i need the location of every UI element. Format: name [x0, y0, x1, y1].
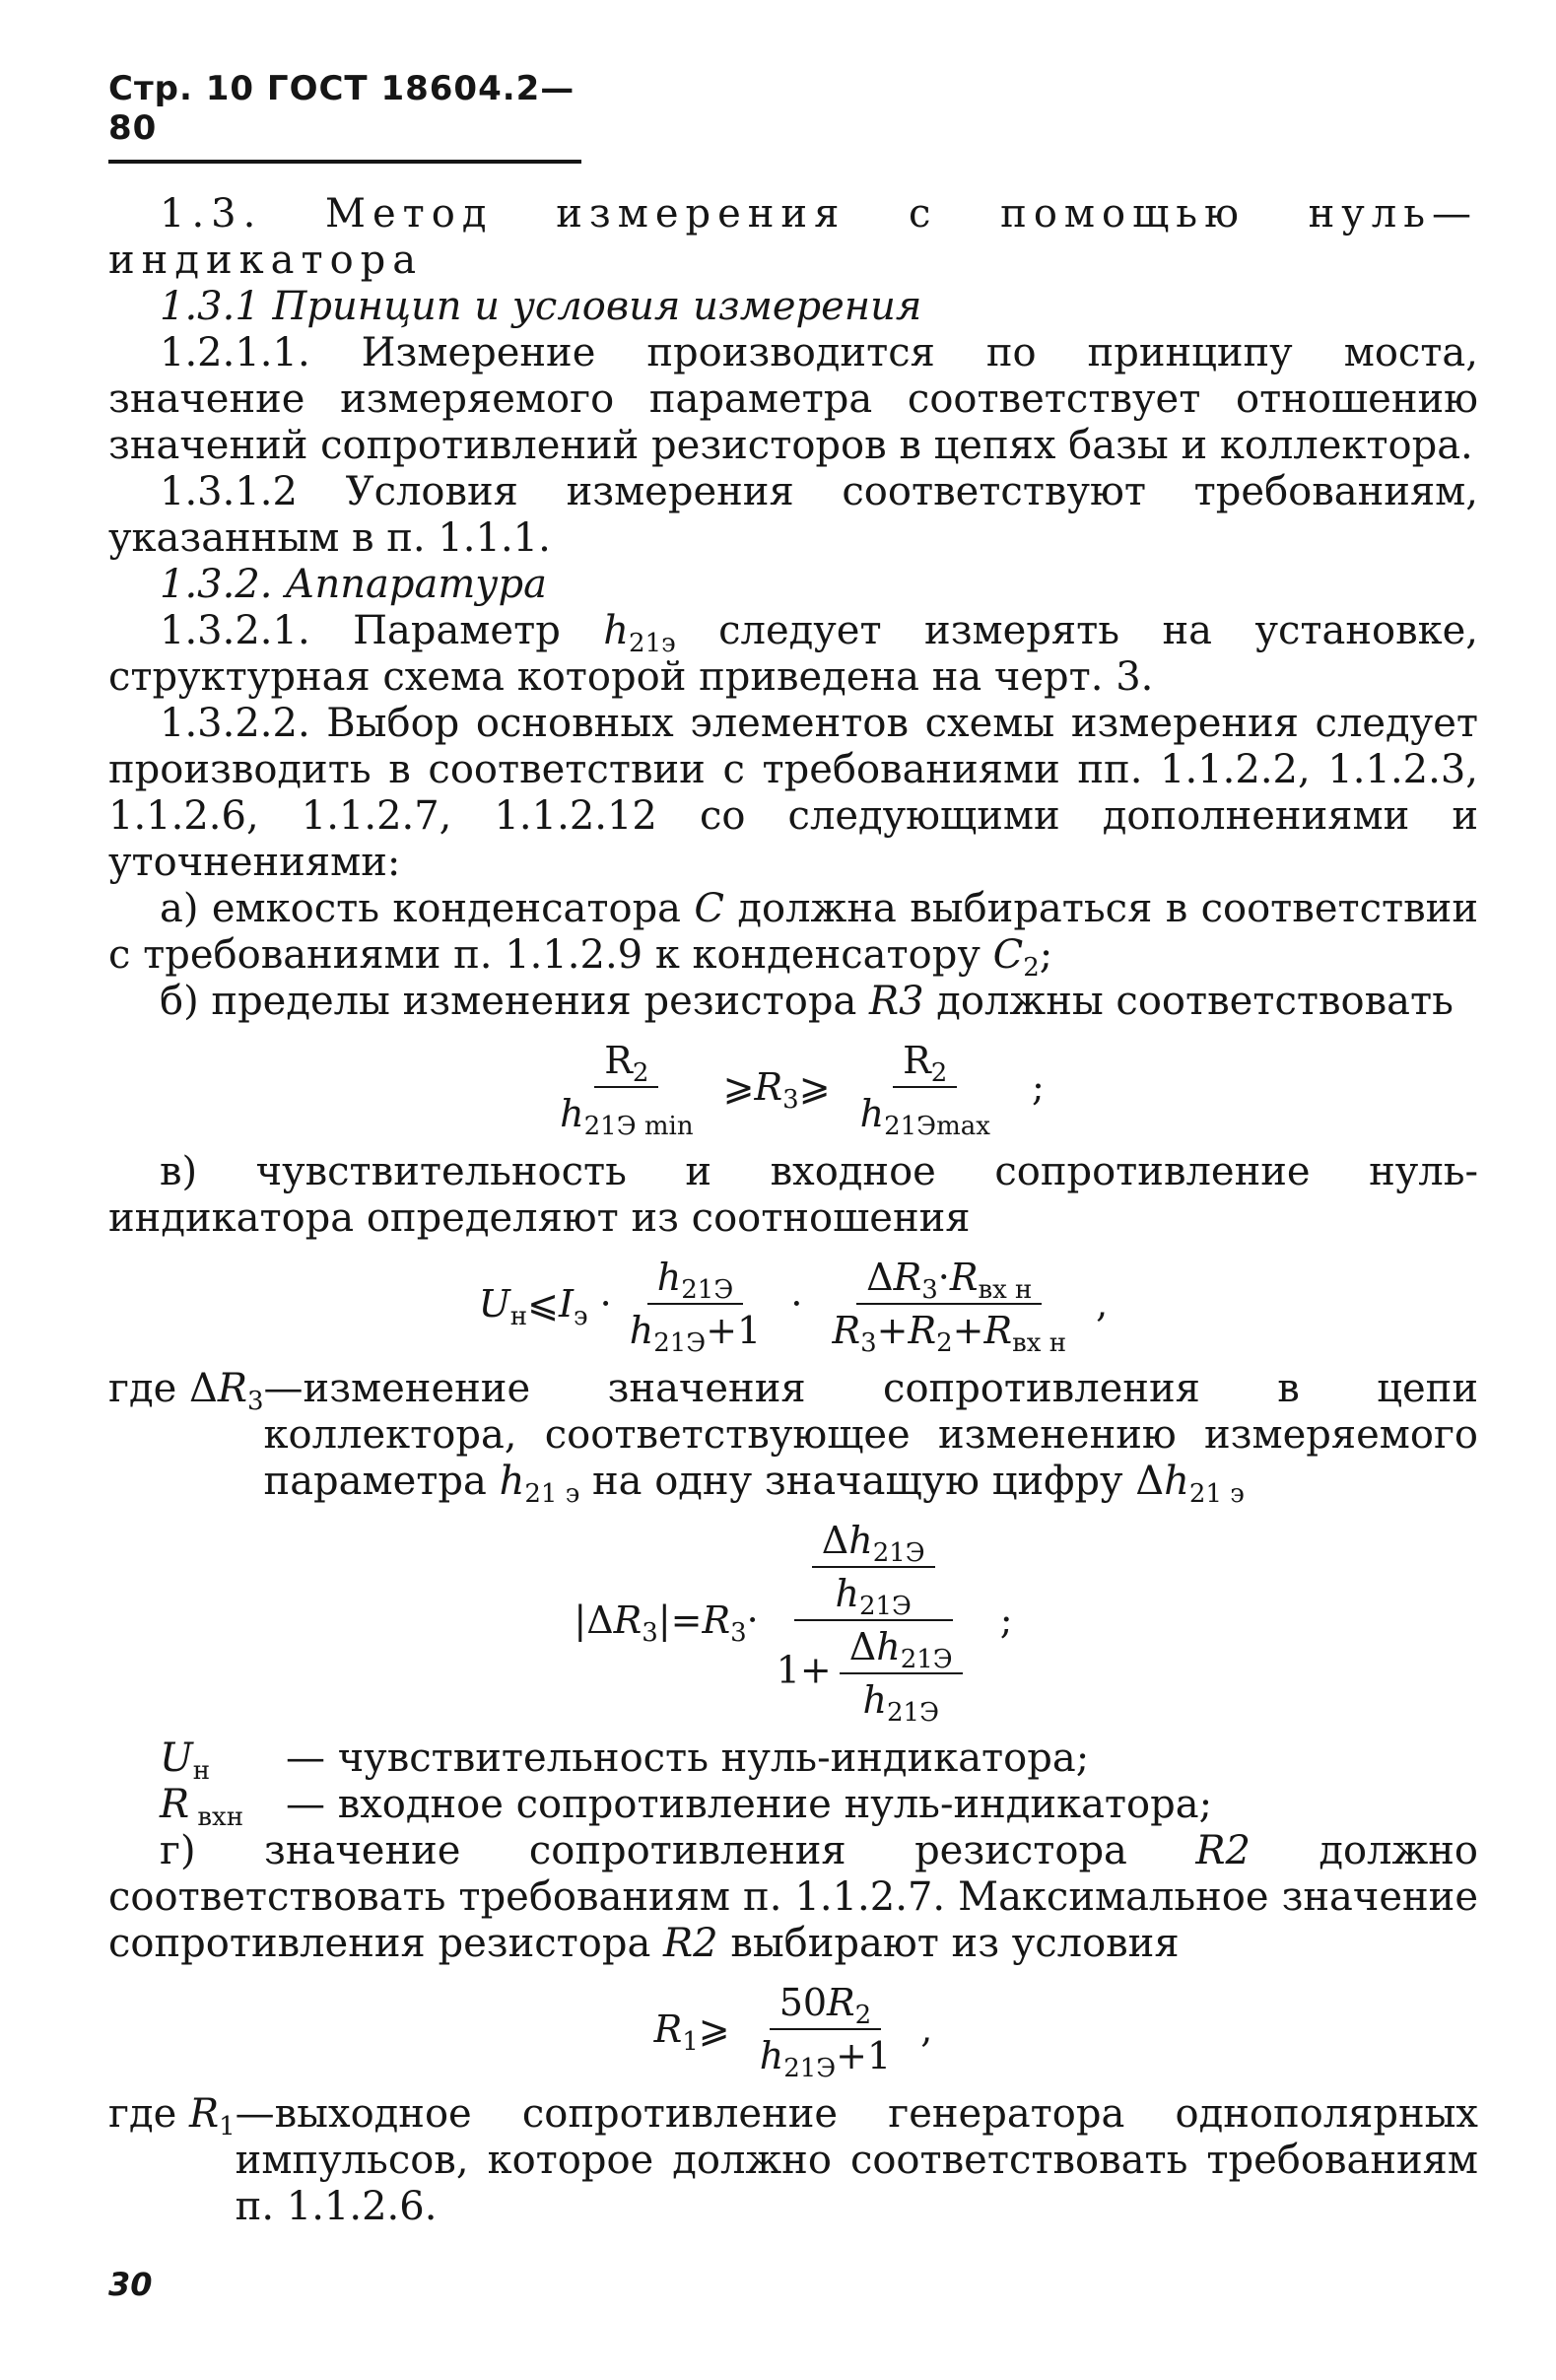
- section-title: 1.3. Метод измерения с помощью нуль—индикатора: [108, 191, 1478, 283]
- paragraph-1-2-1-1: 1.2.1.1. Измерение производится по принципу моста, значение измеряемого параметра соответствует отношению значений сопротивлений резисторов в цепях базы и коллектора.: [108, 330, 1478, 468]
- where-label: где: [108, 2091, 189, 2137]
- principle-heading-text: 1.3.1 Принцип и условия измерения: [160, 284, 922, 329]
- definitions: [108, 1735, 1478, 1832]
- paragraph-1-3-1-2: 1.3.1.2 Условия измерения соответствуют требованиям, указанным в п. 1.1.1.: [108, 469, 1478, 561]
- item-g: г) значение сопротивления резистора R2 должно соответствовать требованиям п. 1.1.2.7. Максимальное значение сопротивления резистора R2 выбирают из условия: [108, 1828, 1478, 1966]
- document-page: [108, 69, 1478, 2303]
- item-a-middle: должна выбираться в соответствии с требованиями п. 1.1.2.9 к конденсатору: [108, 886, 1478, 978]
- definition-delta-r3: где $\Delta R_3$ —изменение значения сопротивления в цепи коллектора, соответствующее изменению измеряемого параметра $h_{21 э}$ на одну значащую цифру $\Delta h_{21 э}$: [108, 1366, 1478, 1509]
- fraction: $\frac{\Delta R_3\cdot R_{вх н}}{R_3+R_2+R_{вх н}}$: [832, 1256, 1067, 1358]
- fraction: $\frac{R_2}{h_{21Эmax}}$: [859, 1039, 990, 1141]
- item-g-end: выбирают из условия: [717, 1921, 1180, 1966]
- item-a-start: а) емкость конденсатора: [160, 886, 695, 931]
- item-b-end: должны соответствовать: [923, 979, 1454, 1024]
- where-label: где: [108, 1366, 189, 1411]
- definition-r1-text: —выходное сопротивление генератора однополярных импульсов, которое должно соответствовать требованиям п. 1.1.2.6.: [235, 2091, 1478, 2229]
- item-g-middle: должно соответствовать требованиям п. 1.1.2.7. Максимальное значение сопротивления резистора: [108, 1828, 1478, 1966]
- paragraph-1-3-2-1: 1.3.2.1. Параметр $h_{21э}$ следует измерять на установке, структурная схема которой приведена на черт. 3.: [108, 608, 1479, 700]
- formula-delta-r3: $|\Delta R_3|=R_3\cdot$ $\frac{\Delta h_{21Э}}{h_{21Э}}$ 1+ $\frac{\Delta h_{21Э}}{h_{21Э}}$ ;: [574, 1519, 1013, 1728]
- fraction: $\frac{h_{21Э}}{h_{21Э}+1}$: [629, 1256, 762, 1358]
- item-v: в) чувствительность и входное сопротивление нуль-индикатора определяют из соотношения: [108, 1149, 1478, 1241]
- definition-rvx-text: — входное сопротивление нуль-индикатора;: [286, 1782, 1213, 1827]
- definition-delta-r3-text-2: на одну значащую цифру: [579, 1459, 1136, 1504]
- definition-rvx: R $_{вхн}$ — входное сопротивление нуль-индикатора;: [108, 1782, 1478, 1828]
- fraction: $\frac{R_2}{h_{21Э min}}$: [560, 1039, 694, 1141]
- formula-sensitivity: $U_н⩽I_э$ · $\frac{h_{21Э}}{h_{21Э}+1}$ · $\frac{\Delta R_3\cdot R_{вх н}}{R_3+R_2+R_{вх н}}$ ,: [478, 1256, 1109, 1358]
- paragraph-1-3-2-1-start: 1.3.2.1. Параметр: [160, 608, 604, 653]
- page-number: 30: [108, 2266, 153, 2303]
- paragraph-1-3-2-1-end: следует измерять на установке, структурная схема которой приведена на черт. 3.: [108, 608, 1479, 700]
- item-a: а) емкость конденсатора C должна выбираться в соответствии с требованиями п. 1.1.2.9 к конденсатору $C_2$;: [108, 886, 1478, 983]
- fraction: $\frac{50R_2}{h_{21Э}+1}$: [759, 1981, 892, 2083]
- formula-r1: $R_1⩾$ $\frac{50R_2}{h_{21Э}+1}$ ,: [653, 1981, 933, 2083]
- page-header: Стр. 10 ГОСТ 18604.2—80: [108, 69, 581, 164]
- definition-un-text: — чувствительность нуль-индикатора;: [286, 1735, 1090, 1781]
- formula-r3-limits: $\frac{R_2}{h_{21Э min}}$ $⩾R_3⩾$ $\frac{R_2}{h_{21Эmax}}$ ;: [108, 1039, 1478, 1135]
- fraction: $\frac{\Delta h_{21Э}}{h_{21Э}}$: [840, 1625, 963, 1722]
- apparatus-heading-text: 1.3.2. Аппаратура: [160, 562, 547, 607]
- fraction: $\frac{\Delta h_{21Э}}{h_{21Э}}$: [812, 1519, 935, 1615]
- definition-delta-r3-text: —изменение значения сопротивления в цепи коллектора, соответствующее изменению измеряемого параметра: [263, 1366, 1478, 1504]
- principle-heading: [108, 284, 1478, 330]
- paragraph-1-3-2-2: 1.3.2.2. Выбор основных элементов схемы измерения следует производить в соответствии с требованиями пп. 1.1.2.2, 1.1.2.3, 1.1.2.6, 1.1.2.7, 1.1.2.12 со следующими дополнениями и уточнениями:: [108, 701, 1478, 885]
- item-b-start: б) пределы изменения резистора: [160, 979, 869, 1024]
- item-b: б) пределы изменения резистора R3 должны соответствовать: [160, 979, 1454, 1024]
- apparatus-heading: [108, 562, 1478, 608]
- definition-r1: где $R_1$ —выходное сопротивление генератора однополярных импульсов, которое должно соответствовать требованиям п. 1.1.2.6.: [108, 2091, 1478, 2229]
- definition-un: $U_н$ — чувствительность нуль-индикатора;: [108, 1735, 1478, 1782]
- fraction: $\frac{\Delta h_{21Э}}{h_{21Э}}$ 1+ $\frac{\Delta h_{21Э}}{h_{21Э}}$: [767, 1519, 981, 1722]
- item-g-start: г) значение сопротивления резистора: [160, 1828, 1196, 1873]
